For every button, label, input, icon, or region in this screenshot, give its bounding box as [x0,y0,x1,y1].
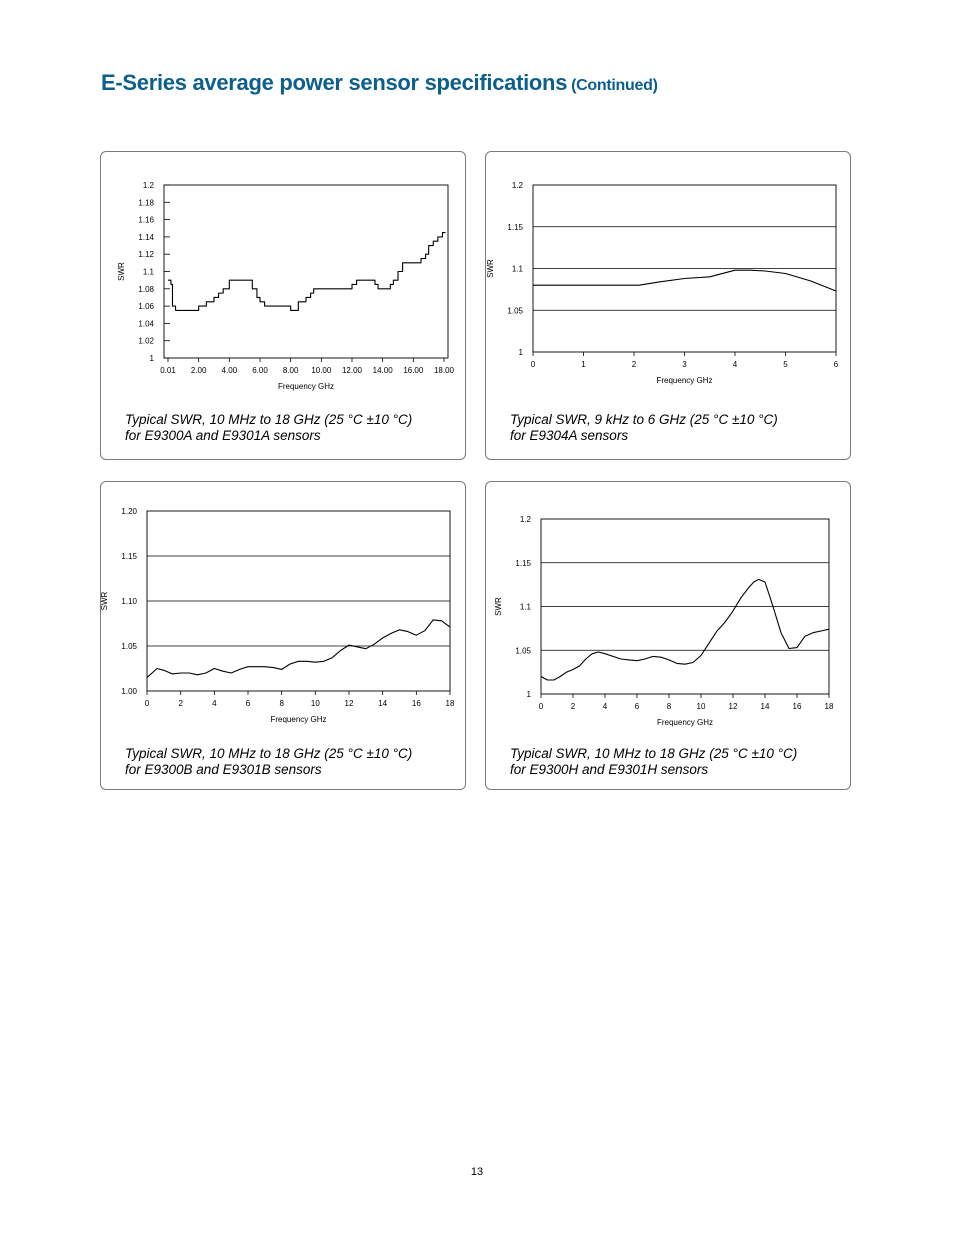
y-tick-label: 1.05 [121,642,137,651]
y-tick-label: 1.00 [121,687,137,696]
y-tick-label: 1 [526,690,531,699]
y-tick-label: 1.04 [138,319,154,329]
x-axis-label: Frequency GHz [270,715,327,724]
swr-series-line [541,579,829,680]
x-tick-label: 16 [411,699,421,708]
chart-e9300b [101,482,467,791]
x-tick-label: 2 [570,702,576,711]
x-tick-label: 10 [696,702,706,711]
y-tick-label: 1.2 [142,181,154,190]
x-tick-label: 12 [728,702,738,711]
y-tick-label: 1.15 [121,552,137,561]
y-tick-label: 1 [149,354,154,363]
x-axis-label: Frequency GHz [656,376,713,385]
x-tick-label: 2 [178,699,183,708]
y-tick-label: 1.16 [138,215,154,225]
x-tick-label: 10.00 [311,366,332,375]
chart-caption [510,412,778,444]
x-tick-label: 2 [631,360,637,369]
x-tick-label: 0 [538,702,544,711]
x-tick-label: 18 [824,702,834,711]
x-tick-label: 2.00 [190,366,207,375]
y-axis-label: SWR [100,591,109,611]
y-tick-label: 1.1 [511,264,523,274]
page-title [101,70,658,96]
chart-panel-e9304a [485,151,851,460]
chart-caption [125,412,412,444]
y-axis-label: SWR [486,259,495,278]
page-number: 13 [470,1166,484,1178]
caption-line-2: for E9304A sensors [510,428,629,443]
y-axis-label: SWR [494,597,503,616]
y-tick-label: 1.15 [507,222,523,232]
chart-panel-e9300h [485,481,851,790]
x-axis-label: Frequency GHz [656,718,714,727]
y-tick-label: 1.05 [507,306,523,316]
caption-line-1: Typical SWR, 9 kHz to 6 GHz (25 °C ±10 °C) [510,412,778,427]
y-tick-label: 1.06 [138,302,154,312]
swr-series-line [168,233,446,311]
x-tick-label: 5 [783,360,788,369]
chart-caption [510,746,797,778]
chart-e9300h [486,482,852,791]
y-tick-label: 1.05 [515,646,531,656]
x-tick-label: 1 [581,360,586,369]
caption-line-2: for E9300H and E9301H sensors [510,762,709,777]
x-tick-label: 12 [344,699,354,708]
chart-panel-e9300a [100,151,466,460]
caption-line-2: for E9300B and E9301B sensors [125,762,322,777]
x-tick-label: 6 [634,702,640,711]
x-tick-label: 3 [682,360,687,369]
x-tick-label: 18 [445,699,455,708]
x-tick-label: 4 [212,699,217,708]
plot-frame [164,185,448,358]
caption-line-1: Typical SWR, 10 MHz to 18 GHz (25 °C ±10 °C) [125,746,413,761]
page-title-main: E-Series average power sensor specifications [101,70,568,95]
x-tick-label: 16.00 [403,366,424,375]
page-title-continued: (Continued) [571,77,658,94]
y-tick-label: 1.12 [138,250,154,260]
x-tick-label: 6 [245,699,251,708]
caption-line-1: Typical SWR, 10 MHz to 18 GHz (25 °C ±10 °C) [510,746,798,761]
y-tick-label: 1.20 [121,507,137,516]
chart-panel-e9300b [100,481,466,790]
y-tick-label: 1.18 [138,198,154,208]
x-tick-label: 14 [378,699,388,708]
caption-line-2: for E9300A and E9301A sensors [125,428,321,443]
x-tick-label: 14.00 [372,366,393,375]
y-tick-label: 1.08 [138,284,154,294]
x-tick-label: 8 [666,702,672,711]
x-tick-label: 4.00 [221,366,238,375]
x-tick-label: 4 [732,360,738,369]
x-tick-label: 6.00 [252,366,268,375]
y-tick-label: 1.14 [138,232,154,242]
x-tick-label: 12.00 [341,366,363,375]
x-tick-label: 8 [279,699,284,708]
y-tick-label: 1.2 [511,181,523,190]
y-tick-label: 1 [518,348,523,357]
y-tick-label: 1.1 [142,267,154,277]
swr-series-line [147,620,450,678]
y-tick-label: 1.10 [121,597,137,606]
x-tick-label: 4 [602,702,608,711]
x-tick-label: 0 [530,360,536,369]
swr-series-line [533,270,836,291]
x-tick-label: 16 [792,702,802,711]
x-tick-label: 6 [833,360,839,369]
y-tick-label: 1.02 [138,336,154,346]
x-tick-label: 8.00 [282,366,299,375]
chart-caption [125,746,412,778]
x-axis-label: Frequency GHz [277,382,335,391]
x-tick-label: 0.01 [160,366,176,375]
y-tick-label: 1.1 [519,602,531,612]
y-axis-label: SWR [117,262,126,281]
y-tick-label: 1.2 [519,515,531,524]
x-tick-label: 10 [310,699,320,708]
x-tick-label: 14 [760,702,770,711]
x-tick-label: 18.00 [433,366,455,375]
x-tick-label: 0 [144,699,150,708]
y-tick-label: 1.15 [515,558,531,568]
caption-line-1: Typical SWR, 10 MHz to 18 GHz (25 °C ±10 °C) [125,412,413,427]
